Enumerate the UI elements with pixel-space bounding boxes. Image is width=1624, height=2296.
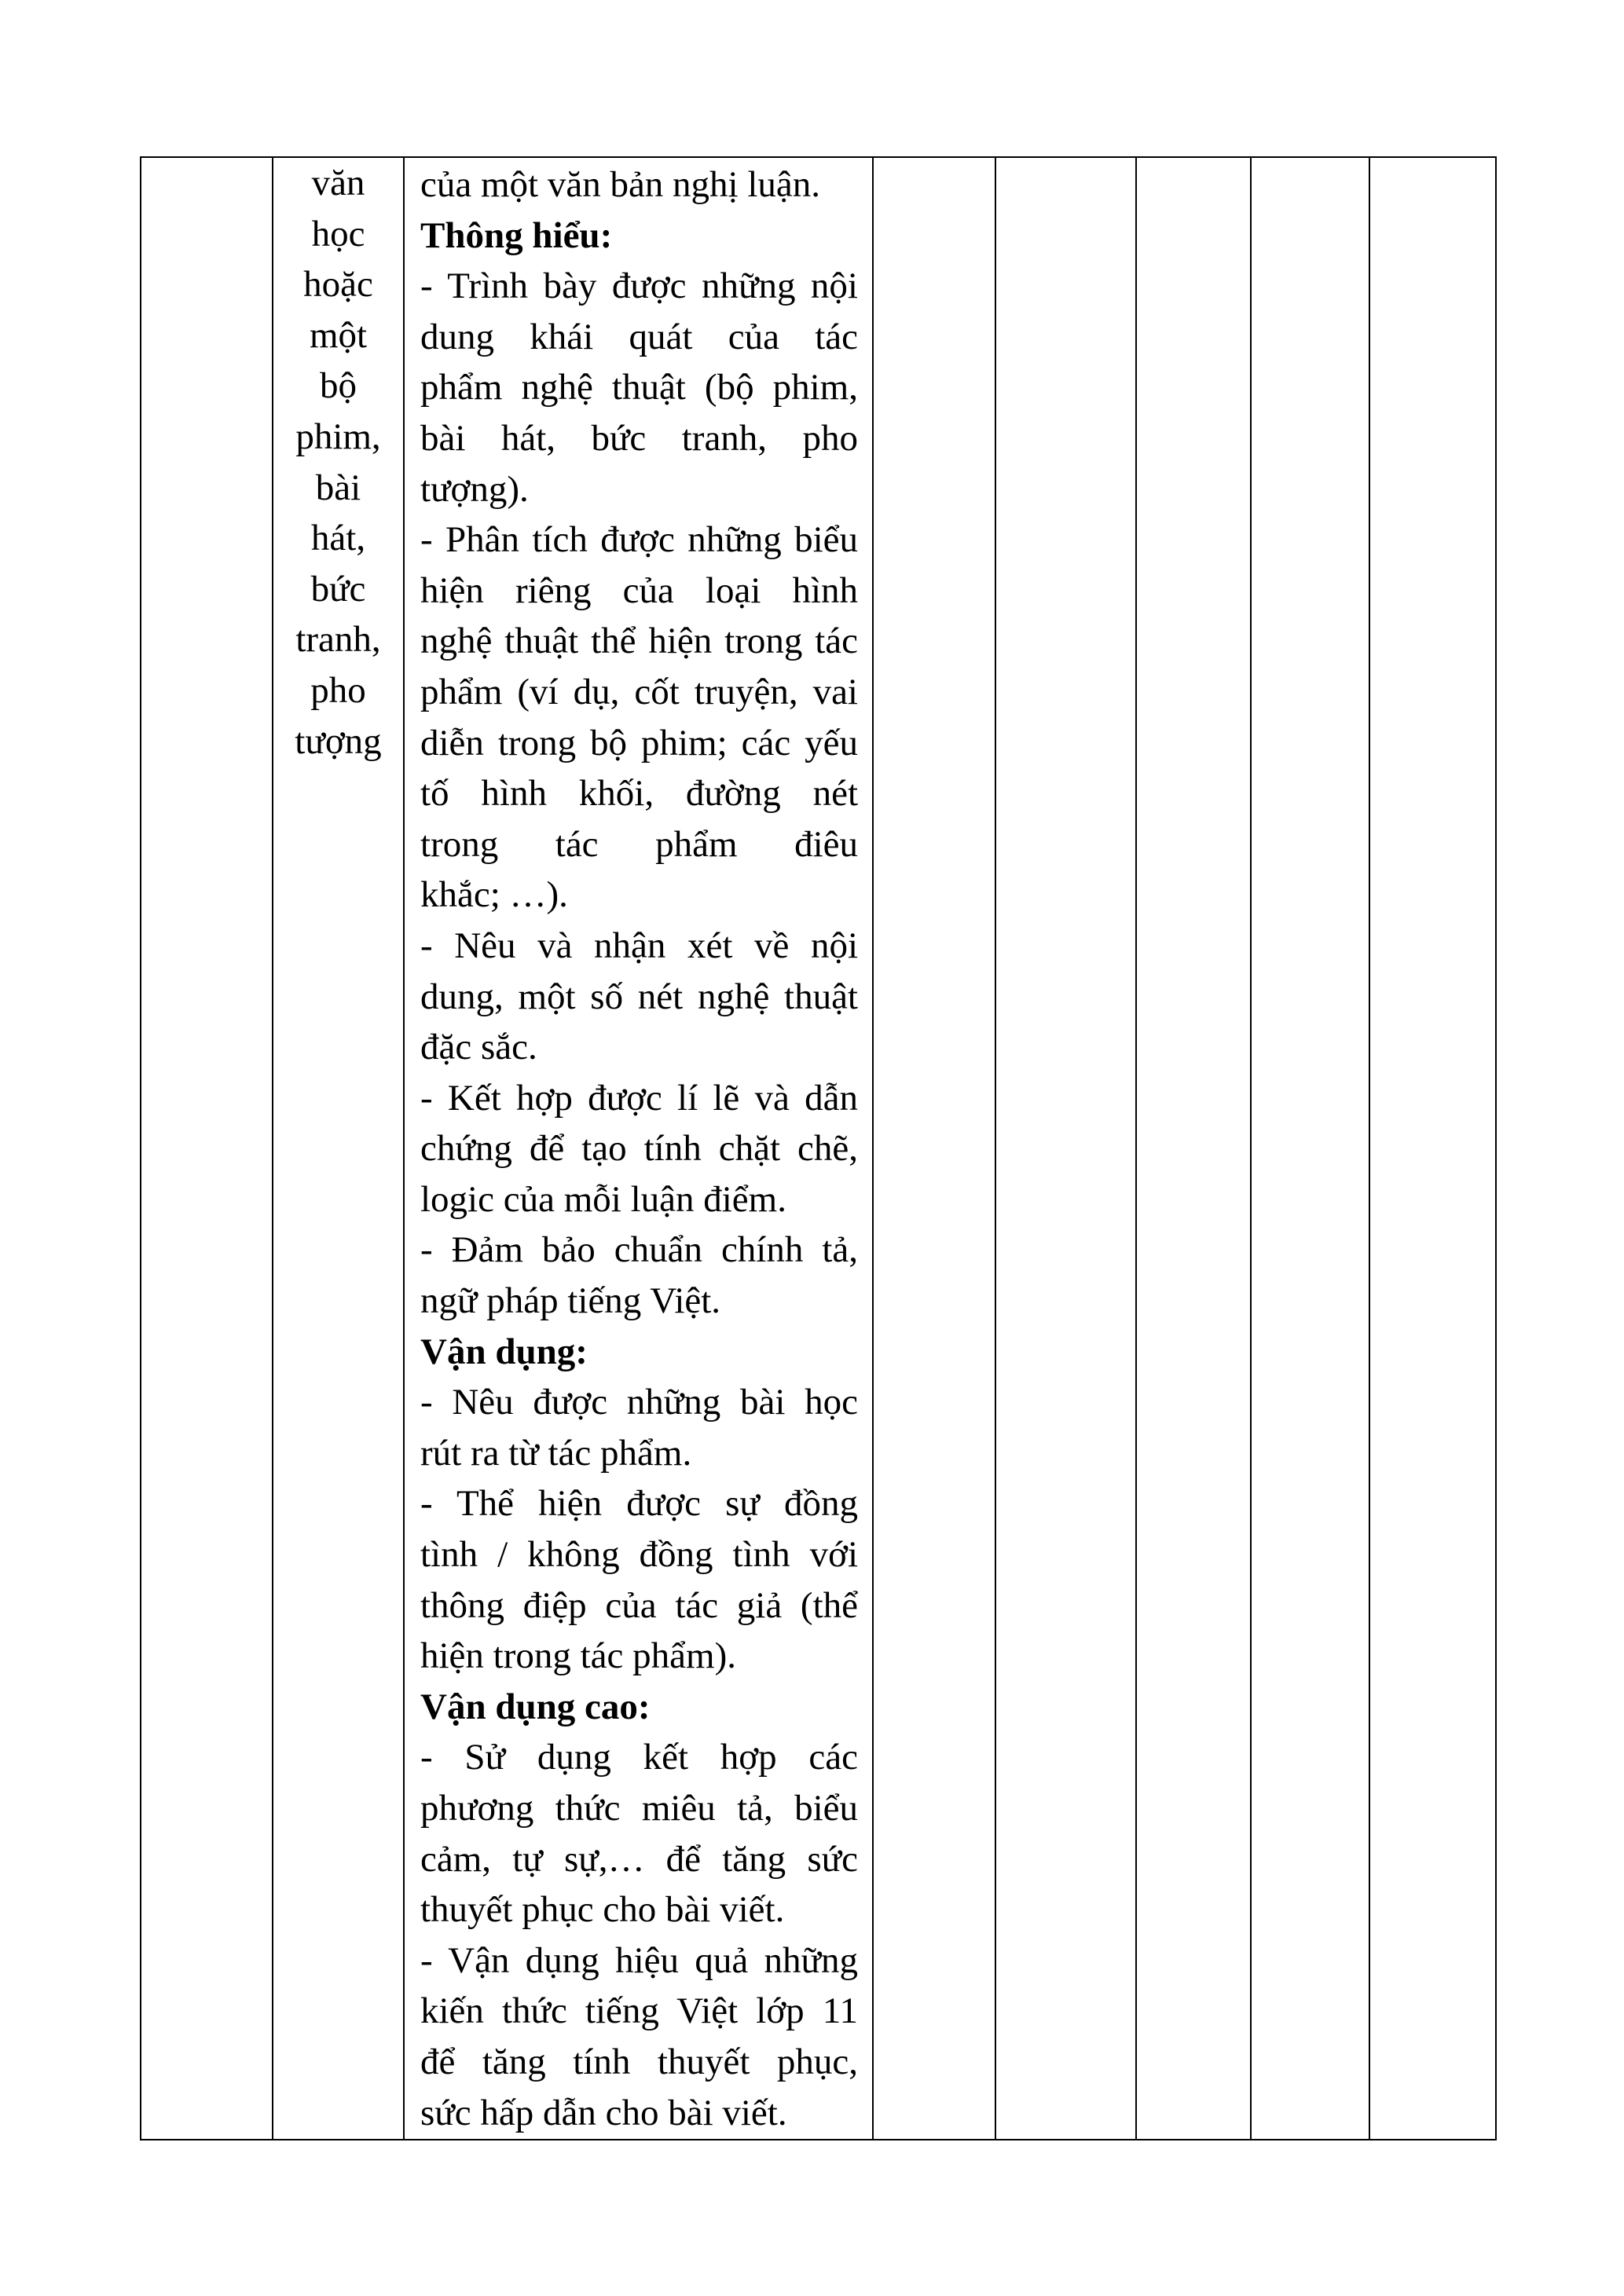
topic-line: pho	[310, 669, 366, 711]
text-line: phương thức miêu tả, biểu	[420, 1788, 858, 1829]
paragraph	[420, 1732, 858, 1935]
paragraph	[420, 1377, 858, 1478]
topic-line: hát,	[310, 518, 366, 559]
text-line: phẩm nghệ thuật (bộ phim,	[420, 367, 858, 408]
text-line: trong tác phẩm điêu	[420, 823, 858, 865]
topic-line: văn	[311, 163, 365, 203]
text-line: hiện riêng của loại hình	[420, 569, 858, 611]
text-line: để tăng tính thuyết phục,	[420, 2041, 858, 2082]
text-line: ngữ pháp tiếng Việt.	[420, 1280, 721, 1322]
text-line: - Trình bày được những nội	[420, 265, 858, 307]
paragraph	[420, 1935, 858, 2138]
table-row	[141, 157, 1496, 2140]
text-line: nghệ thuật thể hiện trong tác	[420, 621, 858, 662]
paragraph	[420, 261, 858, 514]
text-line: hiện trong tác phẩm).	[420, 1635, 736, 1677]
text-line: - Nêu được những bài học	[420, 1382, 858, 1423]
text-line: - Vận dụng hiệu quả những	[420, 1939, 858, 1981]
cell-empty	[873, 157, 995, 2140]
topic-line: một	[309, 314, 368, 356]
text-line: khắc; …).	[420, 874, 568, 916]
text-line: Thông hiểu:	[420, 214, 613, 256]
text-line: - Thể hiện được sự đồng	[420, 1483, 858, 1525]
topic-line: bộ	[320, 365, 357, 407]
text-line: bài hát, bức tranh, pho	[420, 417, 858, 459]
text-line: thông điệp của tác giả (thể	[420, 1584, 858, 1626]
topic-line: tranh,	[295, 619, 381, 661]
text-line: rút ra từ tác phẩm.	[420, 1432, 692, 1474]
text-line: cảm, tự sự,… để tăng sức	[420, 1838, 858, 1880]
paragraph	[420, 514, 858, 921]
cell-index	[141, 157, 273, 2140]
cell-empty	[1251, 157, 1369, 2140]
paragraph	[420, 1073, 858, 1225]
text-line: tình / không đồng tình với	[420, 1534, 858, 1576]
text-line: - Nêu và nhận xét về nội	[420, 925, 858, 966]
text-line: chứng để tạo tính chặt chẽ,	[420, 1128, 858, 1170]
text-line: của một văn bản nghị luận.	[420, 164, 821, 205]
paragraph	[420, 159, 858, 211]
text-line: - Sử dụng kết hợp các	[420, 1737, 858, 1778]
text-line: dung khái quát của tác	[420, 316, 858, 357]
topic-line: hoặc	[303, 264, 373, 306]
specification-table	[140, 156, 1497, 2140]
topic-line: bài	[315, 467, 361, 508]
topic-line: bức	[310, 568, 366, 610]
cell-empty	[1136, 157, 1251, 2140]
section-heading	[420, 1682, 858, 1733]
cell-empty	[1369, 157, 1496, 2140]
topic-line: phim,	[295, 416, 381, 457]
text-line: dung, một số nét nghệ thuật	[420, 976, 858, 1017]
paragraph	[420, 921, 858, 1073]
text-line: tượng).	[420, 468, 529, 510]
text-line: kiến thức tiếng Việt lớp 11	[420, 1990, 858, 2032]
section-heading	[420, 211, 858, 262]
text-line: logic của mỗi luận điểm.	[420, 1178, 786, 1220]
topic-line: tượng	[295, 720, 382, 762]
paragraph	[420, 1225, 858, 1326]
text-line: đặc sắc.	[420, 1027, 537, 1068]
cell-topic	[273, 157, 404, 2140]
topic-line: học	[311, 213, 365, 255]
cell-empty	[995, 157, 1136, 2140]
text-line: - Kết hợp được lí lẽ và dẫn	[420, 1077, 858, 1119]
paragraph	[420, 1478, 858, 1681]
section-heading	[420, 1327, 858, 1378]
text-line: tố hình khối, đường nét	[420, 773, 858, 815]
cell-requirements	[404, 157, 873, 2140]
text-line: diễn trong bộ phim; các yếu	[420, 722, 858, 764]
text-line: thuyết phục cho bài viết.	[420, 1889, 785, 1931]
text-line: Vận dụng cao:	[420, 1686, 651, 1727]
text-line: - Phân tích được những biểu	[420, 519, 858, 561]
text-line: phẩm (ví dụ, cốt truyện, vai	[420, 671, 858, 712]
text-line: sức hấp dẫn cho bài viết.	[420, 2092, 787, 2133]
text-line: - Đảm bảo chuẩn chính tả,	[420, 1229, 858, 1271]
text-line: Vận dụng:	[420, 1331, 588, 1372]
